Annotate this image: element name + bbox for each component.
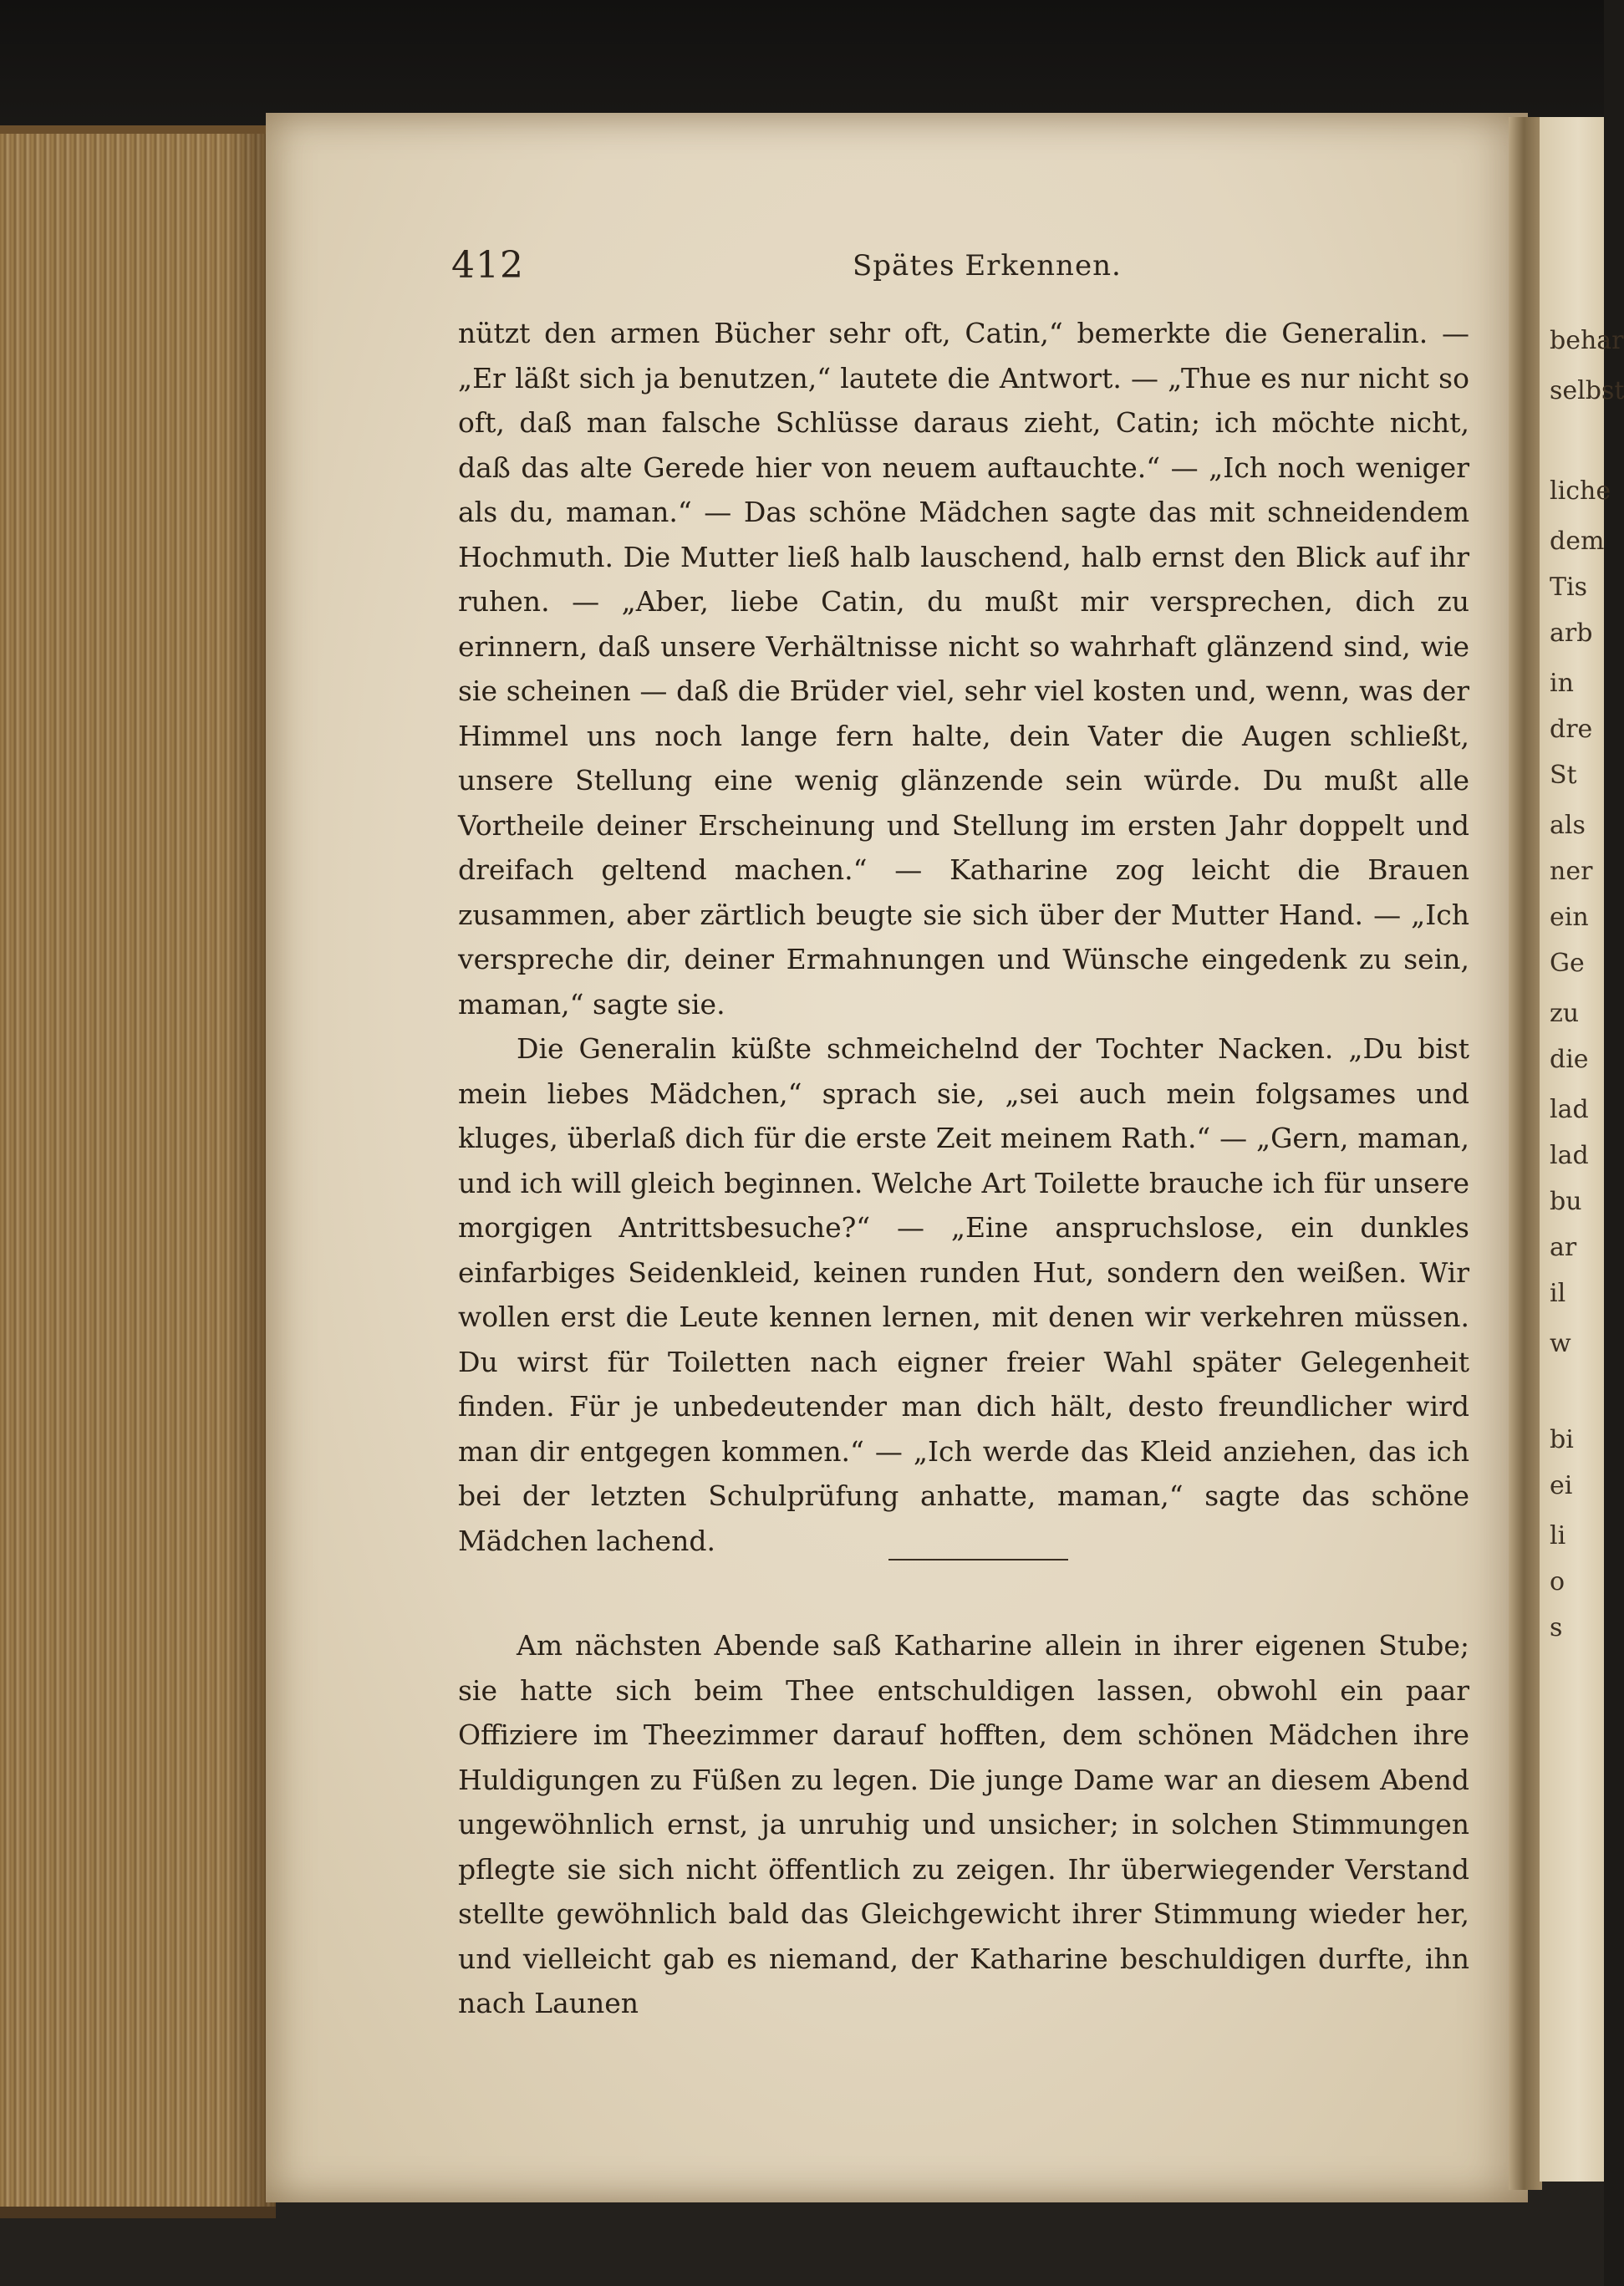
facing-page-fragment: liche [1550, 476, 1611, 506]
facing-page-fragment: ner [1550, 857, 1593, 886]
facing-page-fragment: als [1550, 811, 1586, 840]
facing-page-fragment: bu [1550, 1187, 1582, 1216]
facing-page-fragment: behar [1550, 326, 1624, 355]
facing-page-fragment: Ge [1550, 949, 1585, 978]
page-header [451, 244, 1488, 294]
facing-page [1540, 117, 1624, 2182]
facing-page-fragment: Tis [1550, 573, 1587, 602]
facing-page-fragment: lad [1550, 1141, 1589, 1170]
facing-page-fragment: ei [1550, 1471, 1573, 1500]
facing-page-fragment: in [1550, 669, 1574, 698]
facing-page-fragment: ar [1550, 1233, 1577, 1262]
facing-page-fragment: w [1550, 1329, 1571, 1358]
paragraph: Die Generalin küßte schmeichelnd der Tochter Nacken. „Du bist mein liebes Mädchen,“ sprach sie, „sei auch mein folgsames und kluges, überlaß dich für die erste Zeit meinem Rath.“ — „Gern, maman, und ich will gleich beginnen. Welche Art Toilette brauche ich für unsere morgigen Antrittsbesuche?“ — „Eine anspruchslose, ein dunkles einfarbiges Seidenkleid, keinen runden Hut, sondern den weißen. Wir wollen erst die Leute kennen lernen, mit denen wir verkehren müssen. Du wirst für Toiletten nach eigner freier Wahl später Gelegenheit finden. Für je unbedeutender man dich hält, desto freundlicher wird man dir entgegen kommen.“ — „Ich werde das Kleid anziehen, das ich bei der letzten Schulprüfung anhatte, maman,“ sagte das schöne Mädchen lachend. [458, 1032, 1469, 1557]
facing-page-fragment: selbst [1550, 376, 1624, 405]
facing-page-fragment: s [1550, 1613, 1563, 1642]
paragraph: Am nächsten Abende saß Katharine allein in ihrer eigenen Stube; sie hatte sich beim Thee entschuldigen lassen, obwohl ein paar Offiziere im Theezimmer darauf hofften, dem schönen Mädchen ihre Huldigungen zu Füßen zu legen. Die junge Dame war an diesem Abend ungewöhnlich ernst, ja unruhig und unsicher; in solchen Stimmungen pflegte sie sich nicht öffentlich zu zeigen. Ihr überwiegender Verstand stellte gewöhnlich bald das Gleichgewicht ihrer Stimmung wieder her, und vielleicht gab es niemand, der Katharine beschuldigen durfte, ihn nach Launen [458, 1629, 1469, 2019]
facing-page-fragment: o [1550, 1567, 1565, 1596]
page-number: 412 [451, 244, 524, 287]
book-gutter [1509, 117, 1542, 2190]
facing-page-fragment: lad [1550, 1095, 1589, 1124]
text-block-lower [458, 1623, 1469, 2026]
facing-page-fragment: ein [1550, 903, 1589, 932]
facing-page-fragment: die [1550, 1045, 1589, 1074]
facing-page-fragment: dre [1550, 715, 1593, 744]
text-block-upper [458, 311, 1469, 1563]
facing-page-fragment: zu [1550, 999, 1580, 1028]
facing-page-fragment: bi [1550, 1425, 1574, 1454]
facing-page-fragment: St [1550, 761, 1577, 790]
facing-page-fragment: arb [1550, 619, 1593, 648]
book-page-edges [0, 125, 276, 2218]
facing-page-fragment: il [1550, 1279, 1566, 1308]
section-divider [888, 1559, 1068, 1560]
running-head: Spätes Erkennen. [853, 249, 1122, 283]
facing-page-fragment: dem [1550, 527, 1605, 556]
facing-page-fragment: li [1550, 1521, 1566, 1550]
paragraph: nützt den armen Bücher sehr oft, Catin,“ bemerkte die Generalin. — „Er läßt sich ja benutzen,“ lautete die Antwort. — „Thue es nur nicht so oft, daß man falsche Schlüsse daraus zieht, Catin; ich möchte nicht, daß das alte Gerede hier von neuem auftauchte.“ — „Ich noch weniger als du, maman.“ — Das schöne Mädchen sagte das mit schneidendem Hochmuth. Die Mutter ließ halb lauschend, halb ernst den Blick auf ihr ruhen. — „Aber, liebe Catin, du mußt mir versprechen, dich zu erinnern, daß unsere Verhältnisse nicht so wahrhaft glänzend sind, wie sie scheinen — daß die Brüder viel, sehr viel kosten und, wenn, was der Himmel uns noch lange fern halte, dein Vater die Augen schließt, unsere Stellung eine wenig glänzende sein würde. Du mußt alle Vortheile deiner Erscheinung und Stellung im ersten Jahr doppelt und dreifach geltend machen.“ — Katharine zog leicht die Brauen zusammen, aber zärtlich beugte sie sich über der Mutter Hand. — „Ich verspreche dir, deiner Ermahnungen und Wünsche eingedenk zu sein, maman,“ sagte sie. [458, 317, 1469, 1021]
